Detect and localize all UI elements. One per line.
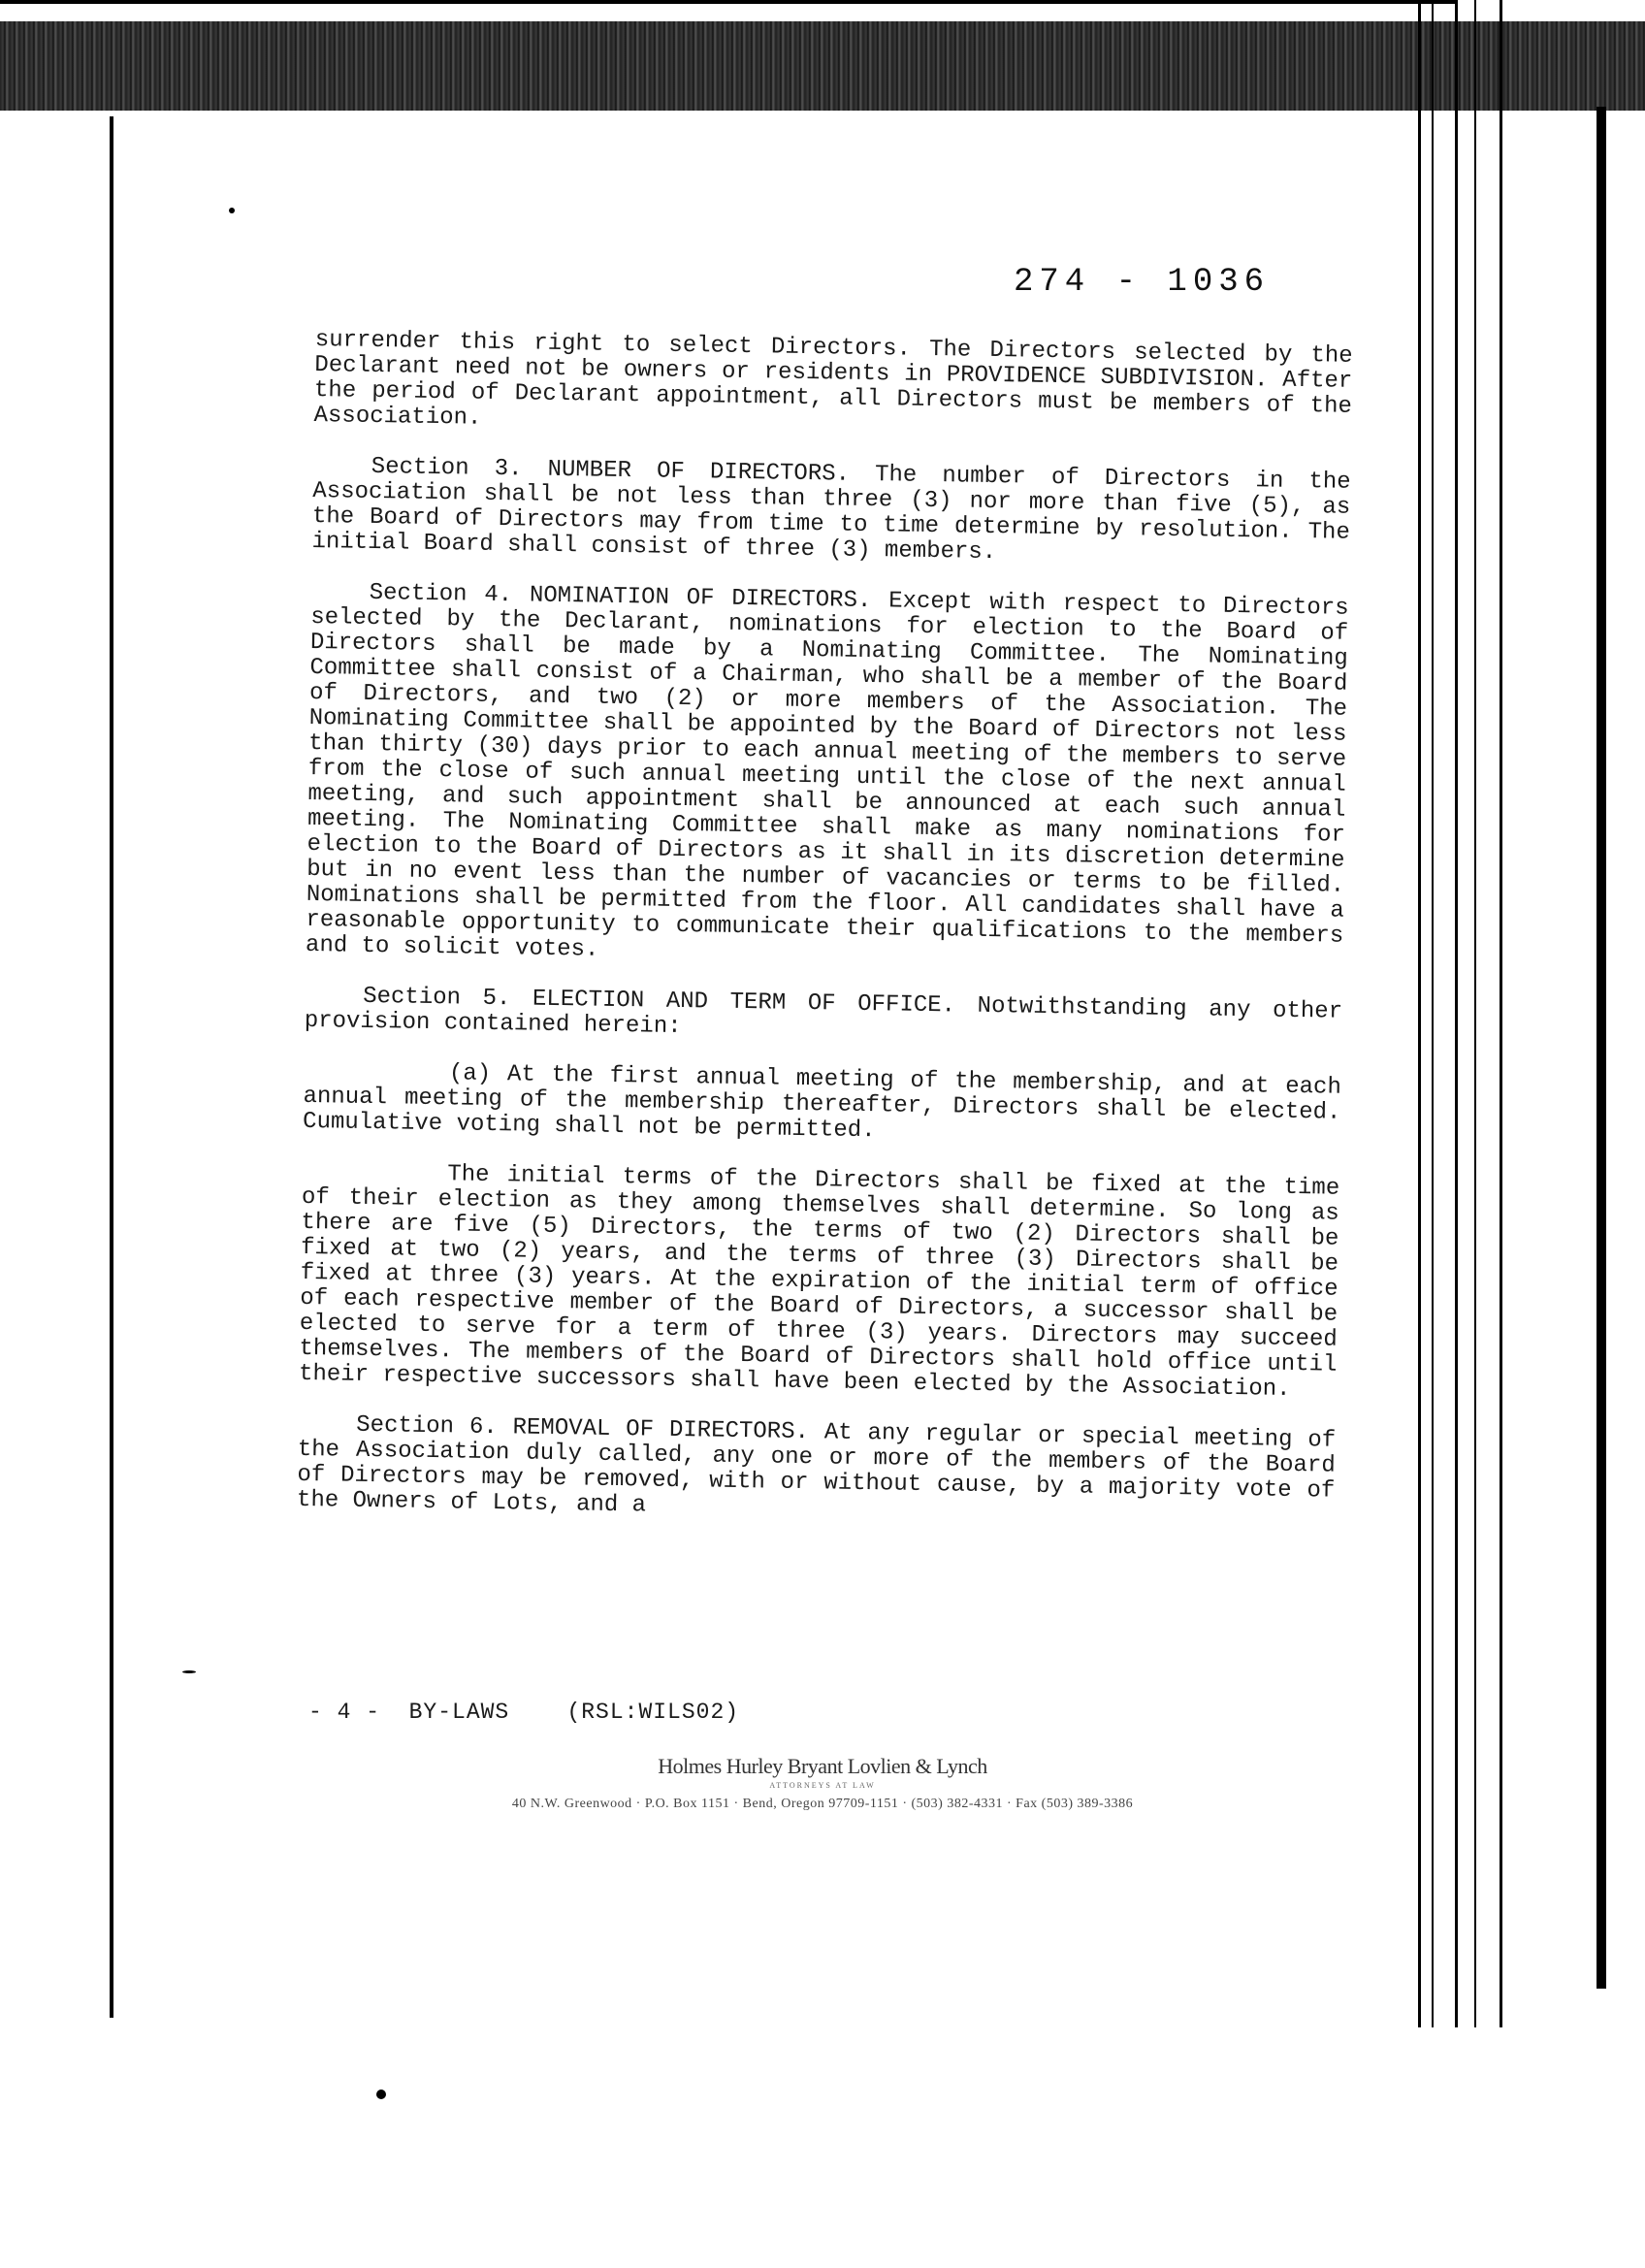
paragraph — [306, 580, 1349, 975]
law-firm-name: Holmes Hurley Bryant Lovlien & Lynch — [658, 1754, 987, 1778]
paragraph — [303, 1059, 1341, 1151]
scan-right-edge-line — [1500, 0, 1502, 2027]
paragraph — [299, 1160, 1340, 1404]
scan-speck — [182, 1670, 196, 1673]
scan-header-band — [0, 21, 1645, 111]
page-footer: - 4 - BY-LAWS (RSL:WILS02) — [308, 1700, 740, 1725]
paragraph-text: The initial terms of the Directors shall be fixed at the time of their election as they among themselves shall determine. So long as there are five (5) Directors, the terms of two (2) Directors shall be fixed at two (2) years, and the terms of three (3) Directors shall be fixed at three (3) years. At the expiration of the initial term of office of each respective member of the Board of Directors, a successor shall be elected to serve for a term of three (3) years. Directors may succeed themselves. The members of the Board of Directors shall hold office until their respective successors shall have been elected by the Association. — [298, 1161, 1340, 1403]
paragraph — [297, 1412, 1337, 1530]
paragraph-text: (a) At the first annual meeting of the membership, and at each annual meeting of the membership thereafter, Directors shall be elected. Cumulative voting shall not be permitted. — [302, 1060, 1342, 1145]
law-firm-subtitle: ATTORNEYS AT LAW — [769, 1781, 876, 1790]
scan-right-edge-line — [1418, 0, 1421, 2027]
paragraph — [311, 454, 1351, 571]
scan-top-edge — [0, 0, 1455, 4]
paragraph-text: Section 3. NUMBER OF DIRECTORS. The number of Directors in the Association shall be not less than three (3) nor more than five (5), as the Board of Directors may from time to time determine by resolution. The initial Board shall consist of three (3) members. — [311, 453, 1351, 567]
scan-speck — [376, 2090, 386, 2099]
scan-right-edge-line — [1432, 0, 1434, 2027]
paragraph-text: surrender this right to select Directors. The Directors selected by the Declarant need not be owners or residents in PROVIDENCE SUBDIVISION. After the period of Declarant appointment, all Directors must be members of the Association. — [313, 327, 1353, 432]
paragraph-text: Section 6. REMOVAL OF DIRECTORS. At any regular or special meeting of the Association duly called, any one or more of the members of the Board of Directors may be removed, with or without cause, by a majority vote of the Owners of Lots, and a — [296, 1411, 1337, 1519]
scan-right-border — [1597, 107, 1606, 1989]
scan-left-edge-line — [110, 116, 113, 2018]
paragraph-text: Section 4. NOMINATION OF DIRECTORS. Except with respect to Directors selected by the Declarant, nominations for election to the Board of Directors shall be made by a Nominating Committee. The Nominating Committee shall consist of a Chairman, who shall be a member of the Board of Directors, and two (2) or more members of the Association. The Nominating Committee shall be appointed by the Board of Directors not less than thirty (30) days prior to each annual meeting of the members to serve from the close of such annual meeting until the close of the next annual meeting, and such appointment shall be announced at each such annual meeting. The Nominating Committee shall make as many nominations for election to the Board of Directors as it shall in its discretion determine but in no event less than the number of vacancies or terms to be filled. Nominations shall be permitted from the floor. All candidates shall have a reasonable opportunity to communicate their qualifications to the members and to solicit votes. — [305, 579, 1349, 963]
document-body — [296, 328, 1352, 1555]
paragraph — [313, 328, 1353, 445]
law-firm-address: 40 N.W. Greenwood · P.O. Box 1151 · Bend, Oregon 97709-1151 · (503) 382-4331 · Fax (503) 389-3386 — [511, 1797, 1134, 1811]
paragraph — [305, 984, 1343, 1051]
scan-right-edge-line — [1455, 0, 1458, 2027]
page-number: 274 - 1036 — [1014, 264, 1271, 301]
paragraph-text: Section 5. ELECTION AND TERM OF OFFICE. Notwithstanding any other provision contained herein: — [304, 983, 1343, 1041]
scan-right-edge-line — [1474, 0, 1476, 2027]
scan-speck — [229, 208, 235, 213]
